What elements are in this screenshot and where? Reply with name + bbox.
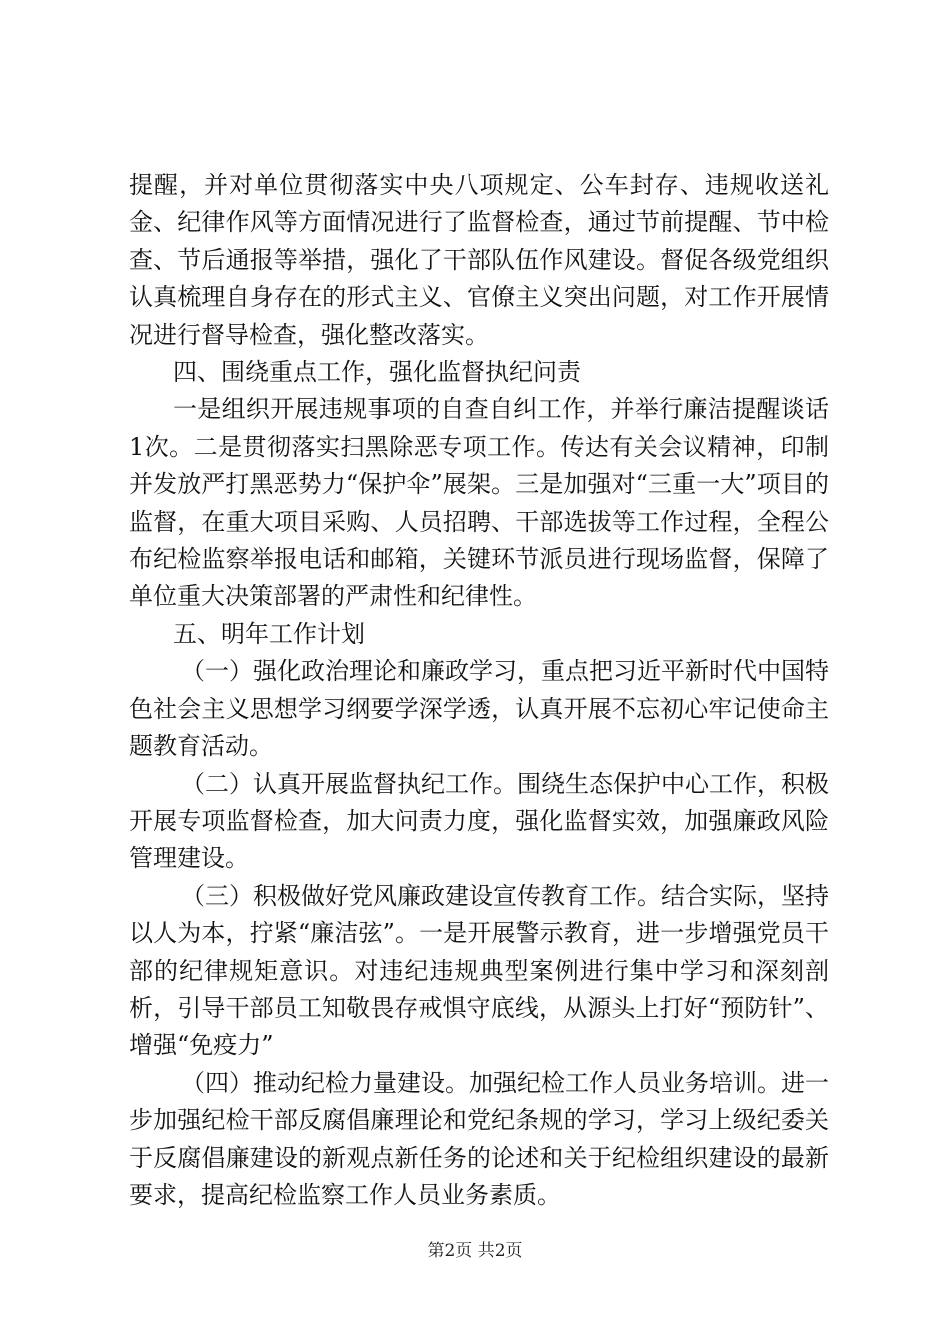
plan-item-4: （四）推动纪检力量建设。加强纪检工作人员业务培训。进一步加强纪检干部反腐倡廉理论和党纪条规的学习，学习上级纪委关于反腐倡廉建设的新观点新任务的论述和关于纪检组织建设的最新要求，提高纪检监察工作人员业务素质。	[129, 1068, 829, 1209]
plan-item-1: （一）强化政治理论和廉政学习，重点把习近平新时代中国特色社会主义思想学习纲要学深学透，认真开展不忘初心牢记使命主题教育活动。	[129, 657, 829, 761]
page-footer: 第2页 共2页	[427, 1241, 523, 1261]
section-heading-four: 四、围绕重点工作，强化监督执纪问责	[173, 358, 581, 387]
plan-item-2: （二）认真开展监督执纪工作。围绕生态保护中心工作，积极开展专项监督检查，加大问责力度，强化监督实效，加强廉政风险管理建设。	[129, 769, 829, 873]
document-body	[129, 167, 829, 1214]
section-heading-five: 五、明年工作计划	[173, 619, 365, 648]
paragraph-continuation: 提醒，并对单位贯彻落实中央八项规定、公车封存、违规收送礼金、纪律作风等方面情况进行了监督检查，通过节前提醒、节中检查、节后通报等举措，强化了干部队伍作风建设。督促各级党组织认真梳理自身存在的形式主义、官僚主义突出问题，对工作开展情况进行督导检查，强化整改落实。	[129, 171, 829, 349]
plan-item-3: （三）积极做好党风廉政建设宣传教育工作。结合实际，坚持以人为本，拧紧“廉洁弦”。一是开展警示教育，进一步增强党员干部的纪律规矩意识。对违纪违规典型案例进行集中学习和深刻剖析，引导干部员工知敬畏存戒惧守底线，从源头上打好“预防针”、增强“免疫力”	[129, 881, 829, 1060]
paragraph-section-four: 一是组织开展违规事项的自查自纠工作，并举行廉洁提醒谈话1次。二是贯彻落实扫黑除恶专项工作。传达有关会议精神，印制并发放严打黑恶势力“保护伞”展架。三是加强对“三重一大”项目的监督，在重大项目采购、人员招聘、干部选拔等工作过程，全程公布纪检监察举报电话和邮箱，关键环节派员进行现场监督，保障了单位重大决策部署的严肃性和纪律性。	[129, 395, 829, 611]
